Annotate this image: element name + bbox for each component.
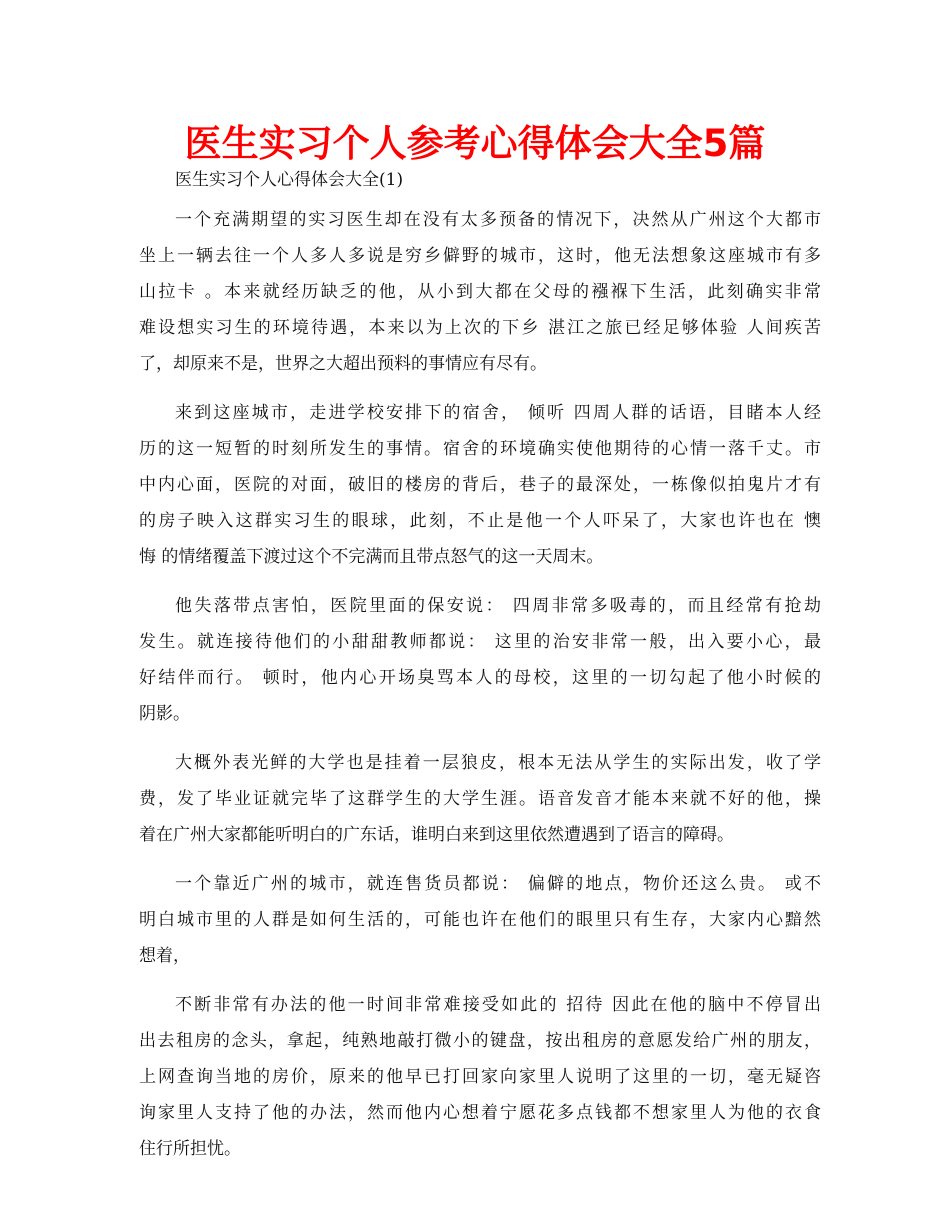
text-line: 询家里人支持了他的办法，然而他内心想着宁愿花多点钱都不想家里人为他的衣食 [139, 1103, 821, 1123]
text-line: 明白城市里的人群是如何生活的，可能也许在他们的眼里只有生存，大家内心黯然 [139, 910, 821, 930]
section-subtitle: 医生实习个人心得体会大全(1) [175, 170, 404, 190]
paragraph [139, 987, 821, 1167]
text-line: 想着， [139, 946, 190, 966]
text-line: 来到这座城市，走进学校安排下的宿舍， 倾听 四周人群的话语，目睹本人经 [175, 403, 821, 423]
paragraph [139, 395, 821, 575]
text-line: 的房子映入这群实习生的眼球，此刻，不止是他一个人吓呆了，大家也许也在 懊 [139, 511, 821, 531]
text-line: 历的这一短暂的时刻所发生的事情。宿舍的环境确实使他期待的心情一落千丈。市 [139, 439, 821, 459]
text-line: 上网查询当地的房价，原来的他早已打回家向家里人说明了这里的一切，毫无疑咨 [139, 1067, 821, 1087]
text-line: 不断非常有办法的他一时间非常难接受如此的 招待 因此在他的脑中不停冒出 [175, 995, 821, 1015]
text-line: 住行所担忧。 [139, 1139, 241, 1159]
paragraph [139, 588, 821, 732]
text-line: 了，却原来不是，世界之大超出预料的事情应有尽有。 [139, 354, 547, 374]
text-line: 费，发了毕业证就完毕了这群学生的大学生涯。语音发音才能本来就不好的他，操 [139, 789, 821, 809]
text-line: 山拉卡 。本来就经历缺乏的他，从小到大都在父母的襁褓下生活，此刻确实非常 [139, 282, 821, 302]
paragraph [139, 745, 821, 853]
text-line: 悔 的情绪覆盖下渡过这个不完满而且带点怒气的这一天周末。 [139, 547, 604, 567]
text-line: 好结伴而行。 顿时，他内心开场臭骂本人的母校，这里的一切勾起了他小时候的 [139, 668, 821, 688]
text-line: 坐上一辆去往一个人多人多说是穷乡僻野的城市，这时，他无法想象这座城市有多 [139, 246, 821, 266]
document-body [139, 168, 821, 1180]
paragraph [139, 202, 821, 382]
text-line: 阴影。 [139, 704, 190, 724]
paragraph [139, 866, 821, 974]
text-line: 难设想实习生的环境待遇，本来以为上次的下乡 湛江之旅已经足够体验 人间疾苦 [139, 318, 821, 338]
text-line: 发生。就连接待他们的小甜甜教师都说： 这里的治安非常一般，出入要小心，最 [139, 632, 821, 652]
text-line: 一个靠近广州的城市，就连售货员都说： 偏僻的地点，物价还这么贵。 或不 [175, 874, 821, 894]
text-line: 中内心面，医院的对面，破旧的楼房的背后，巷子的最深处，一栋像似拍鬼片才有 [139, 475, 821, 495]
text-line: 着在广州大家都能听明白的广东话，谁明白来到这里依然遭遇到了语言的障碍。 [139, 825, 734, 845]
document-title: 医生实习个人参考心得体会大全5篇 [184, 122, 766, 165]
paragraphs [139, 202, 821, 1167]
text-line: 大概外表光鲜的大学也是挂着一层狼皮，根本无法从学生的实际出发，收了学 [175, 753, 821, 773]
text-line: 出去租房的念头，拿起，纯熟地敲打微小的键盘，按出租房的意愿发给广州的朋友， [139, 1031, 821, 1051]
text-line: 一个充满期望的实习医生却在没有太多预备的情况下，决然从广州这个大都市 [175, 210, 821, 230]
text-line: 他失落带点害怕，医院里面的保安说： 四周非常多吸毒的，而且经常有抢劫 [175, 596, 821, 616]
